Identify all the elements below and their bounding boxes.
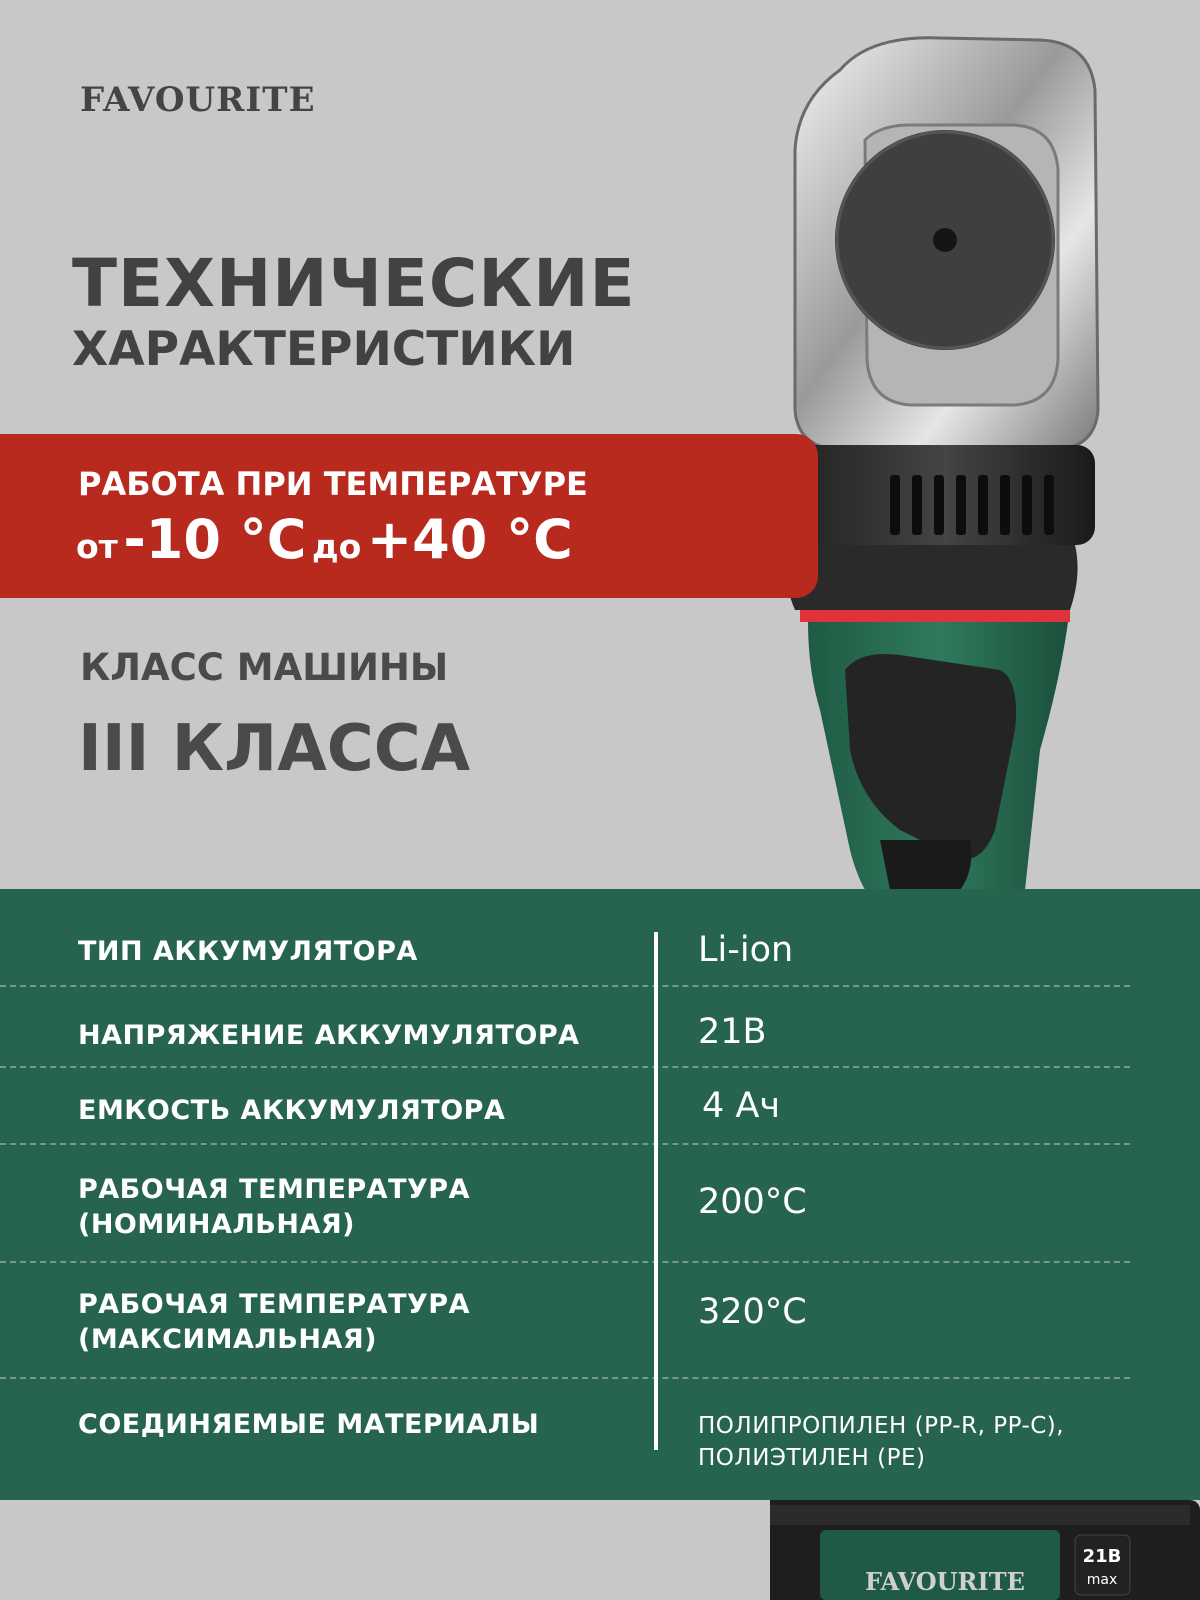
collar bbox=[784, 545, 1077, 610]
temperature-min: -10 °С bbox=[123, 508, 307, 571]
spec-label-line: (НОМИНАЛЬНАЯ) bbox=[78, 1209, 355, 1240]
spec-table-divider bbox=[654, 932, 658, 1450]
spec-label-max-temp bbox=[78, 1287, 470, 1357]
spec-value-nominal-temp: 200°С bbox=[698, 1182, 807, 1222]
battery-brand-label: FAVOURITE bbox=[865, 1567, 1025, 1596]
machine-class-label: КЛАСС МАШИНЫ bbox=[80, 646, 449, 689]
spec-label-battery-voltage: НАПРЯЖЕНИЕ АККУМУЛЯТОРА bbox=[78, 1020, 580, 1051]
battery-max-label: max bbox=[1086, 1572, 1118, 1588]
row-divider bbox=[0, 1261, 1130, 1263]
row-divider bbox=[0, 1066, 1130, 1068]
temperature-banner-title: РАБОТА ПРИ ТЕМПЕРАТУРЕ bbox=[78, 465, 588, 503]
spec-value-battery-type: Li-ion bbox=[698, 930, 794, 970]
spec-label-battery-capacity: ЕМКОСТЬ АККУМУЛЯТОРА bbox=[78, 1095, 506, 1126]
spec-label-line: (МАКСИМАЛЬНАЯ) bbox=[78, 1324, 377, 1355]
spec-value-max-temp: 320°С bbox=[698, 1292, 807, 1332]
temperature-range bbox=[76, 508, 573, 571]
spec-label-line: РАБОЧАЯ ТЕМПЕРАТУРА bbox=[78, 1174, 470, 1205]
machine-class-value: III КЛАССА bbox=[78, 712, 471, 786]
temperature-from-word: от bbox=[76, 527, 118, 566]
row-divider bbox=[0, 1143, 1130, 1145]
spec-label-line: РАБОЧАЯ ТЕМПЕРАТУРА bbox=[78, 1289, 470, 1320]
spec-label-materials: СОЕДИНЯЕМЫЕ МАТЕРИАЛЫ bbox=[78, 1409, 540, 1440]
spec-value-line: ПОЛИПРОПИЛЕН (PP-R, PP-C), bbox=[698, 1413, 1065, 1439]
red-ring bbox=[800, 610, 1070, 622]
spec-value-materials bbox=[698, 1410, 1064, 1474]
spec-value-battery-capacity: 4 Ач bbox=[702, 1086, 781, 1126]
brand-logo: FAVOURITE bbox=[80, 80, 316, 120]
battery-voltage-label: 21В bbox=[1082, 1546, 1122, 1567]
spec-label-nominal-temp bbox=[78, 1172, 470, 1242]
temperature-to-word: до bbox=[311, 527, 362, 566]
page-subtitle: ХАРАКТЕРИСТИКИ bbox=[72, 322, 576, 377]
row-divider bbox=[0, 985, 1130, 987]
temperature-max: +40 °С bbox=[366, 508, 573, 571]
spec-value-battery-voltage: 21В bbox=[698, 1012, 767, 1052]
page-title: ТЕХНИЧЕСКИЕ bbox=[72, 245, 636, 322]
spec-label-battery-type: ТИП АККУМУЛЯТОРА bbox=[78, 936, 418, 967]
row-divider bbox=[0, 1377, 1130, 1379]
spec-value-line: ПОЛИЭТИЛЕН (PE) bbox=[698, 1445, 926, 1471]
heating-plate-hole bbox=[933, 228, 957, 252]
